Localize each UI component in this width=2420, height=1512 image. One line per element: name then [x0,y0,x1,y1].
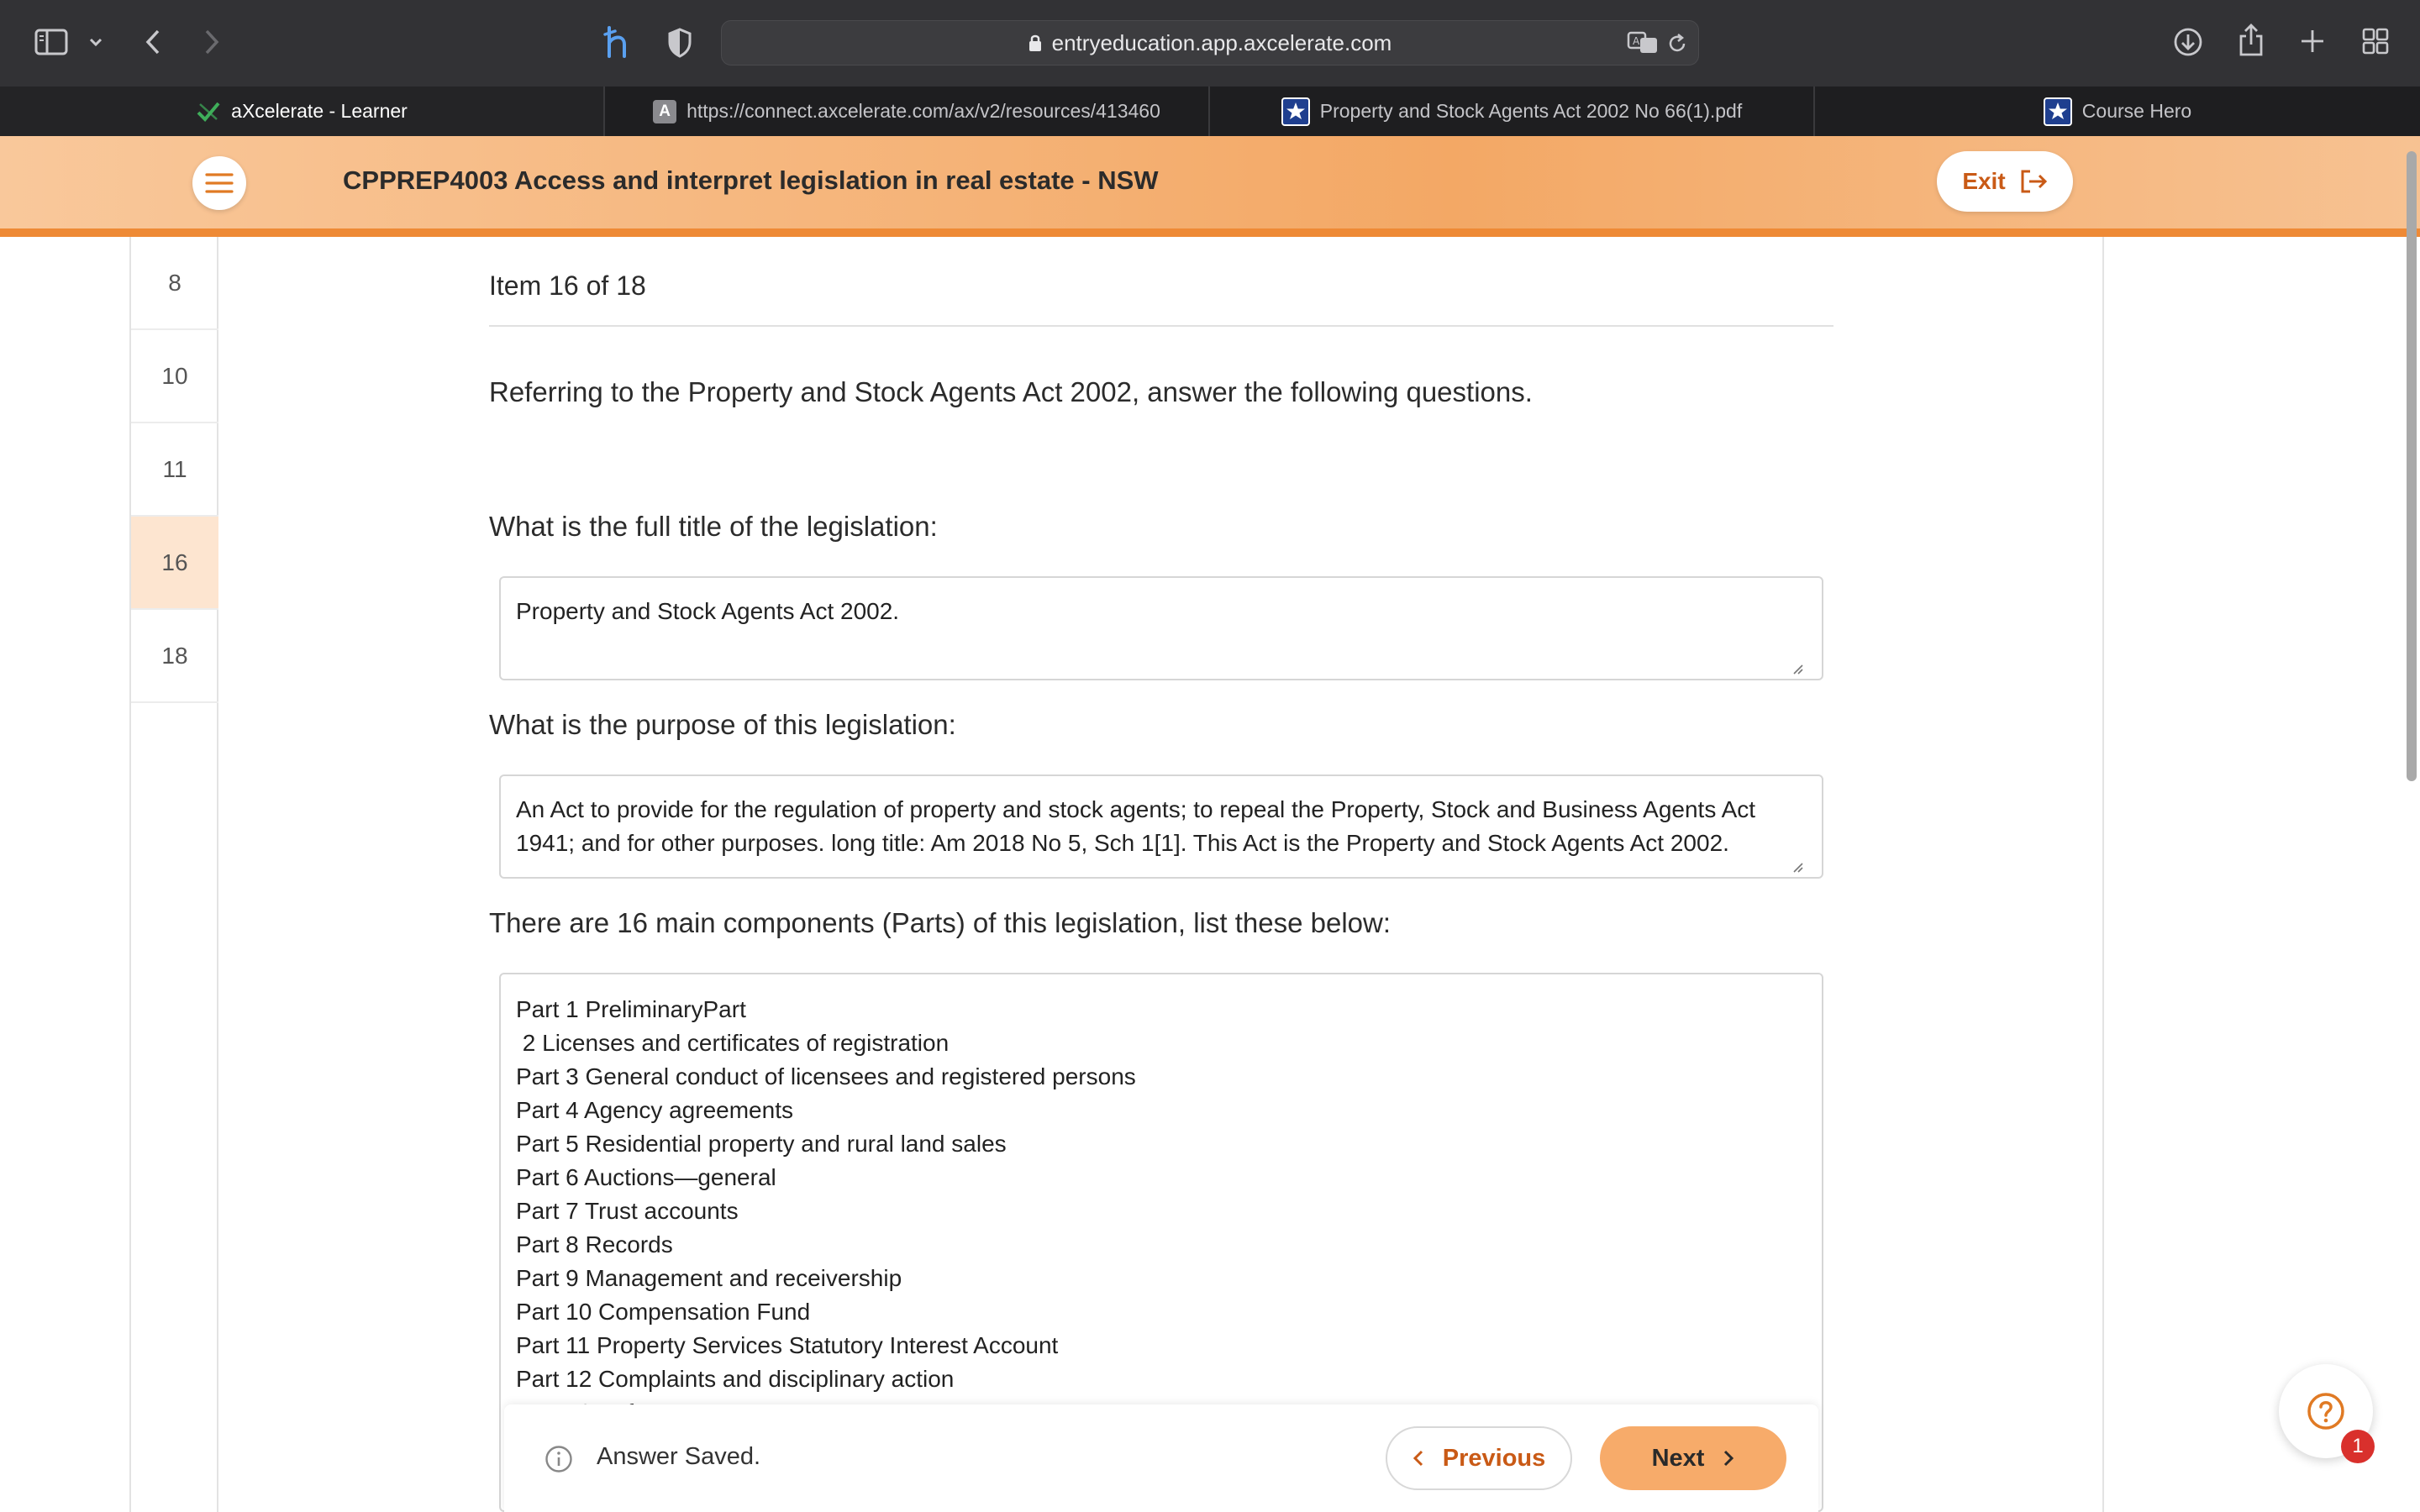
browser-toolbar [0,0,2420,87]
header-accent-strip [0,228,2420,237]
info-icon [544,1445,573,1473]
resize-handle-icon[interactable] [1790,650,1803,664]
chevron-down-icon[interactable] [86,30,106,54]
tab-legislation-pdf[interactable] [1210,87,1815,136]
part-line: Part 1 PreliminaryPart [516,996,746,1022]
downloads-icon[interactable] [2171,25,2205,59]
answer-text: Property and Stock Agents Act 2002. [516,598,900,624]
nav-item-11[interactable] [131,423,218,517]
logout-icon [2019,169,2048,194]
tab-axcelerate-learner[interactable] [0,87,605,136]
tab-course-hero[interactable] [1815,87,2420,136]
nav-item-label: 8 [168,269,182,296]
tab-connect-resource[interactable] [605,87,1210,136]
star-badge-favicon-icon [1281,97,1310,126]
part-line: Part 10 Compensation Fund [516,1299,811,1325]
tab-label: Property and Stock Agents Act 2002 No 66(1).pdf [1319,100,1743,122]
next-label: Next [1651,1444,1705,1472]
question-mark-icon [2307,1392,2345,1431]
intro-text: Referring to the Property and Stock Agents Act 2002, answer the following questions. [489,376,1533,407]
part-line: Part 12 Complaints and disciplinary action [516,1366,955,1392]
back-icon[interactable] [139,25,166,59]
tab-bar [0,87,2420,136]
question-purpose: What is the purpose of this legislation: [489,709,956,740]
notification-badge: 1 [2341,1430,2375,1463]
checkmark-favicon-icon [196,101,221,123]
part-line: Part 4 Agency agreements [516,1097,793,1123]
part-line: 2 Licenses and certificates of registration [516,1030,950,1056]
tab-label: aXcelerate - Learner [231,100,408,122]
nav-item-8[interactable] [131,237,218,330]
letter-a-favicon-icon: A [653,100,676,123]
svg-text:A: A [1633,35,1640,47]
nav-item-label: 16 [161,549,188,575]
lock-icon [1028,34,1042,52]
next-button[interactable] [1600,1426,1786,1490]
chevron-left-icon [1413,1449,1424,1467]
part-line: Part 3 General conduct of licensees and registered persons [516,1063,1136,1089]
nav-item-label: 11 [162,455,187,482]
item-counter: Item 16 of 18 [489,270,646,301]
nav-item-10[interactable] [131,330,218,423]
part-line: Part 5 Residential property and rural land sales [516,1131,1007,1157]
question-full-title: What is the full title of the legislation: [489,511,938,542]
nav-item-16[interactable] [131,517,218,610]
sidebar-toggle-icon[interactable] [32,25,71,59]
scrollbar-thumb[interactable] [2407,151,2417,781]
share-icon[interactable] [2235,22,2267,59]
tab-label: Course Hero [2081,100,2192,122]
translate-icon[interactable] [1626,29,1660,56]
exit-label: Exit [1962,168,2006,194]
answer-text: An Act to provide for the regulation of property and stock agents; to repeal the Property, Stock and Business Agents Act 1941; and for other purposes. long title: Am 2018 No 5, Sch 1[1]. This Act is the Property and Stock Agents Act 2002. [516,796,1756,856]
question-parts: There are 16 main components (Parts) of this legislation, list these below: [489,907,1392,938]
exit-button[interactable] [1937,151,2073,212]
previous-label: Previous [1442,1444,1546,1472]
address-bar-text[interactable] [722,21,1698,65]
previous-button[interactable] [1386,1426,1572,1490]
save-status: Answer Saved. [597,1443,761,1470]
hamburger-icon [205,172,234,194]
new-tab-icon[interactable] [2297,25,2328,57]
forward-icon[interactable] [198,25,225,59]
chevron-right-icon [1723,1449,1734,1467]
address-bar[interactable] [721,20,1699,66]
star-badge-favicon-icon [2044,97,2072,126]
reload-icon[interactable] [1665,31,1690,56]
divider [489,325,1833,327]
nav-item-label: 10 [161,362,188,389]
part-line: Part 9 Management and receivership [516,1265,902,1291]
hypothesis-extension-icon[interactable] [602,24,634,60]
part-line: Part 7 Trust accounts [516,1198,739,1224]
course-title: CPPREP4003 Access and interpret legislation in real estate - NSW [343,165,1159,195]
tab-overview-icon[interactable] [2360,25,2391,57]
resize-handle-icon[interactable] [1790,848,1803,862]
url-label: entryeducation.app.axcelerate.com [1051,29,1392,55]
answer-full-title-textarea[interactable] [499,576,1823,680]
part-line: Part 6 Auctions—general [516,1164,776,1190]
item-navigation [129,237,218,1512]
shield-privacy-icon[interactable] [666,27,694,59]
nav-item-18[interactable] [131,610,218,703]
part-line: Part 11 Property Services Statutory Interest Account [516,1332,1059,1358]
nav-item-label: 18 [161,642,188,669]
answer-purpose-textarea[interactable] [499,774,1823,879]
part-line: Part 8 Records [516,1231,673,1257]
tab-label: https://connect.axcelerate.com/ax/v2/resources/413460 [687,100,1160,122]
menu-button[interactable] [192,156,246,210]
